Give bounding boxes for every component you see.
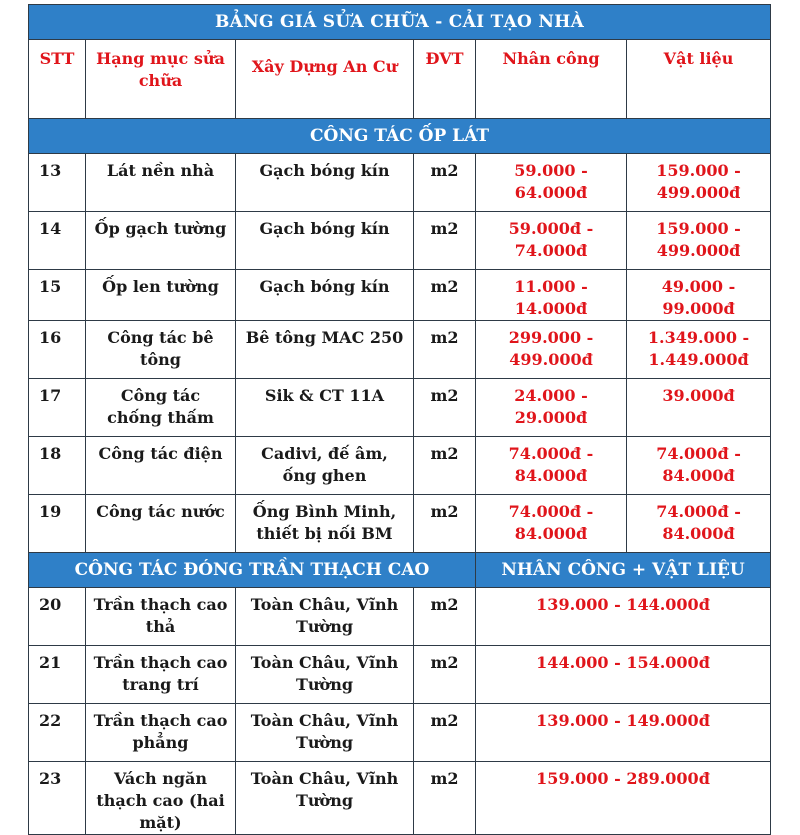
row-item: Lát nền nhà	[86, 154, 236, 212]
header-unit: ĐVT	[414, 40, 476, 119]
row-unit: m2	[414, 495, 476, 553]
row-unit: m2	[414, 704, 476, 762]
row-material-type: Sik & CT 11A	[236, 379, 414, 437]
section-tiling-title: CÔNG TÁC ỐP LÁT	[29, 119, 771, 154]
price-table	[28, 4, 771, 835]
table-row	[29, 495, 771, 553]
row-stt: 14	[29, 212, 86, 270]
row-material-type: Toàn Châu, Vĩnh Tường	[236, 704, 414, 762]
table-row	[29, 588, 771, 646]
row-material-price: 74.000đ - 84.000đ	[627, 495, 771, 553]
section-ceiling-price-header: NHÂN CÔNG + VẬT LIỆU	[476, 553, 771, 588]
row-item: Công tác nước	[86, 495, 236, 553]
table-row	[29, 379, 771, 437]
row-unit: m2	[414, 379, 476, 437]
row-unit: m2	[414, 212, 476, 270]
row-stt: 23	[29, 762, 86, 835]
row-stt: 15	[29, 270, 86, 321]
header-labor: Nhân công	[476, 40, 627, 119]
row-item: Trần thạch cao trang trí	[86, 646, 236, 704]
row-stt: 17	[29, 379, 86, 437]
row-material-price: 39.000đ	[627, 379, 771, 437]
row-unit: m2	[414, 321, 476, 379]
table-row	[29, 212, 771, 270]
header-row	[29, 40, 771, 119]
row-item: Ốp gạch tường	[86, 212, 236, 270]
row-item: Công tác điện	[86, 437, 236, 495]
row-material-type: Gạch bóng kín	[236, 270, 414, 321]
row-unit: m2	[414, 762, 476, 835]
section-ceiling-title: CÔNG TÁC ĐÓNG TRẦN THẠCH CAO	[29, 553, 476, 588]
row-unit: m2	[414, 154, 476, 212]
row-stt: 21	[29, 646, 86, 704]
row-item: Trần thạch cao phẳng	[86, 704, 236, 762]
row-labor-price: 59.000đ - 74.000đ	[476, 212, 627, 270]
row-combined-price: 144.000 - 154.000đ	[476, 646, 771, 704]
table-row	[29, 321, 771, 379]
table-title: BẢNG GIÁ SỬA CHỮA - CẢI TẠO NHÀ	[29, 5, 771, 40]
row-material-type: Cadivi, đế âm, ống ghen	[236, 437, 414, 495]
row-material-type: Toàn Châu, Vĩnh Tường	[236, 646, 414, 704]
table-row	[29, 646, 771, 704]
header-brand: Xây Dựng An Cư	[236, 40, 414, 119]
table-row	[29, 762, 771, 835]
row-material-type: Gạch bóng kín	[236, 154, 414, 212]
row-stt: 20	[29, 588, 86, 646]
row-labor-price: 59.000 - 64.000đ	[476, 154, 627, 212]
row-stt: 18	[29, 437, 86, 495]
row-unit: m2	[414, 588, 476, 646]
row-material-type: Ống Bình Minh, thiết bị nối BM	[236, 495, 414, 553]
table-row	[29, 270, 771, 321]
row-labor-price: 74.000đ - 84.000đ	[476, 437, 627, 495]
header-stt: STT	[29, 40, 86, 119]
table-row	[29, 437, 771, 495]
header-material: Vật liệu	[627, 40, 771, 119]
row-item: Công tác bê tông	[86, 321, 236, 379]
header-item: Hạng mục sửa chữa	[86, 40, 236, 119]
row-material-price: 159.000 - 499.000đ	[627, 212, 771, 270]
row-labor-price: 24.000 - 29.000đ	[476, 379, 627, 437]
row-item: Ốp len tường	[86, 270, 236, 321]
row-material-type: Toàn Châu, Vĩnh Tường	[236, 762, 414, 835]
row-material-price: 49.000 - 99.000đ	[627, 270, 771, 321]
row-combined-price: 139.000 - 149.000đ	[476, 704, 771, 762]
row-item: Vách ngăn thạch cao (hai mặt)	[86, 762, 236, 835]
row-unit: m2	[414, 646, 476, 704]
row-stt: 19	[29, 495, 86, 553]
row-material-price: 74.000đ - 84.000đ	[627, 437, 771, 495]
row-stt: 13	[29, 154, 86, 212]
section-ceiling-row	[29, 553, 771, 588]
row-unit: m2	[414, 437, 476, 495]
row-material-price: 1.349.000 - 1.449.000đ	[627, 321, 771, 379]
row-combined-price: 159.000 - 289.000đ	[476, 762, 771, 835]
row-material-type: Gạch bóng kín	[236, 212, 414, 270]
row-labor-price: 74.000đ - 84.000đ	[476, 495, 627, 553]
row-material-type: Toàn Châu, Vĩnh Tường	[236, 588, 414, 646]
row-labor-price: 11.000 - 14.000đ	[476, 270, 627, 321]
row-stt: 16	[29, 321, 86, 379]
table-title-row	[29, 5, 771, 40]
row-item: Công tác chống thấm	[86, 379, 236, 437]
section-tiling-row	[29, 119, 771, 154]
table-row	[29, 154, 771, 212]
row-combined-price: 139.000 - 144.000đ	[476, 588, 771, 646]
row-stt: 22	[29, 704, 86, 762]
row-material-price: 159.000 - 499.000đ	[627, 154, 771, 212]
row-labor-price: 299.000 - 499.000đ	[476, 321, 627, 379]
row-item: Trần thạch cao thả	[86, 588, 236, 646]
price-table-sheet	[28, 4, 770, 835]
row-unit: m2	[414, 270, 476, 321]
table-row	[29, 704, 771, 762]
row-material-type: Bê tông MAC 250	[236, 321, 414, 379]
